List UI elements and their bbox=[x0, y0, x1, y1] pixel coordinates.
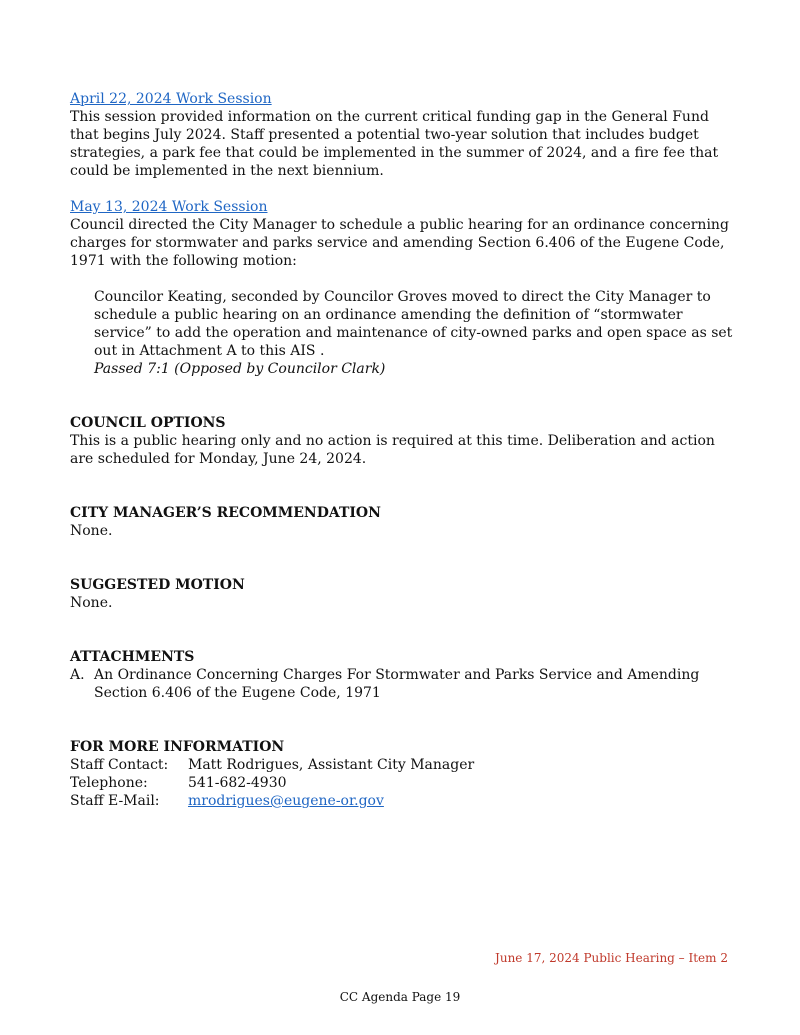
attachment-item bbox=[70, 666, 734, 702]
more-info-section bbox=[70, 738, 734, 810]
attachments-section bbox=[70, 648, 734, 702]
document-body bbox=[70, 90, 734, 810]
staff-contact-key: Staff Contact: bbox=[70, 757, 169, 773]
hearing-footer-label: June 17, 2024 Public Hearing – Item 2 bbox=[495, 951, 728, 965]
attachment-text: An Ordinance Concerning Charges For Stormwater and Parks Service and Amending Section 6.406 of the Eugene Code, 1971 bbox=[94, 667, 700, 701]
council-options-heading: COUNCIL OPTIONS bbox=[70, 415, 226, 431]
motion-result: Passed 7:1 (Opposed by Councilor Clark) bbox=[94, 361, 386, 377]
page-number-footer: CC Agenda Page 19 bbox=[339, 990, 461, 1004]
council-options-section bbox=[70, 414, 734, 468]
may-session-text: Council directed the City Manager to schedule a public hearing for an ordinance concerning charges for stormwater and parks service and amending Section 6.406 of the Eugene Code, 1971 with the following motion: bbox=[70, 217, 729, 269]
april-work-session-link[interactable]: April 22, 2024 Work Session bbox=[70, 91, 272, 107]
suggested-motion-text: None. bbox=[70, 595, 113, 611]
session-may bbox=[70, 198, 734, 270]
telephone-value: 541-682-4930 bbox=[188, 775, 287, 791]
motion-text: Councilor Keating, seconded by Councilor Groves moved to direct the City Manager to schedule a public hearing on an ordinance amending the definition of “stormwater service” to add the operation and maintenance of city-owned parks and open space as set out in Attachment A to this AIS . bbox=[94, 289, 733, 359]
email-key: Staff E-Mail: bbox=[70, 793, 160, 809]
recommendation-section bbox=[70, 504, 734, 540]
attachments-heading: ATTACHMENTS bbox=[70, 649, 195, 665]
email-link[interactable]: mrodrigues@eugene-or.gov bbox=[188, 793, 384, 809]
more-info-heading: FOR MORE INFORMATION bbox=[70, 739, 285, 755]
email-row bbox=[70, 792, 734, 810]
staff-contact-row bbox=[70, 756, 734, 774]
suggested-motion-heading: SUGGESTED MOTION bbox=[70, 577, 245, 593]
staff-contact-value: Matt Rodrigues, Assistant City Manager bbox=[188, 757, 475, 773]
recommendation-text: None. bbox=[70, 523, 113, 539]
attachment-label: A. bbox=[70, 667, 85, 683]
telephone-row bbox=[70, 774, 734, 792]
april-session-text: This session provided information on the current critical funding gap in the General Fund that begins July 2024. Staff presented a potential two-year solution that includes budget strategies, a park fee that could be implemented in the summer of 2024, and a fire fee that could be implemented in the next biennium. bbox=[70, 109, 719, 179]
telephone-key: Telephone: bbox=[70, 775, 148, 791]
recommendation-heading: CITY MANAGER’S RECOMMENDATION bbox=[70, 505, 381, 521]
may-work-session-link[interactable]: May 13, 2024 Work Session bbox=[70, 199, 268, 215]
motion-block bbox=[94, 288, 734, 378]
suggested-motion-section bbox=[70, 576, 734, 612]
session-april bbox=[70, 90, 734, 180]
council-options-text: This is a public hearing only and no action is required at this time. Deliberation and action are scheduled for Monday, June 24, 2024. bbox=[70, 433, 715, 467]
